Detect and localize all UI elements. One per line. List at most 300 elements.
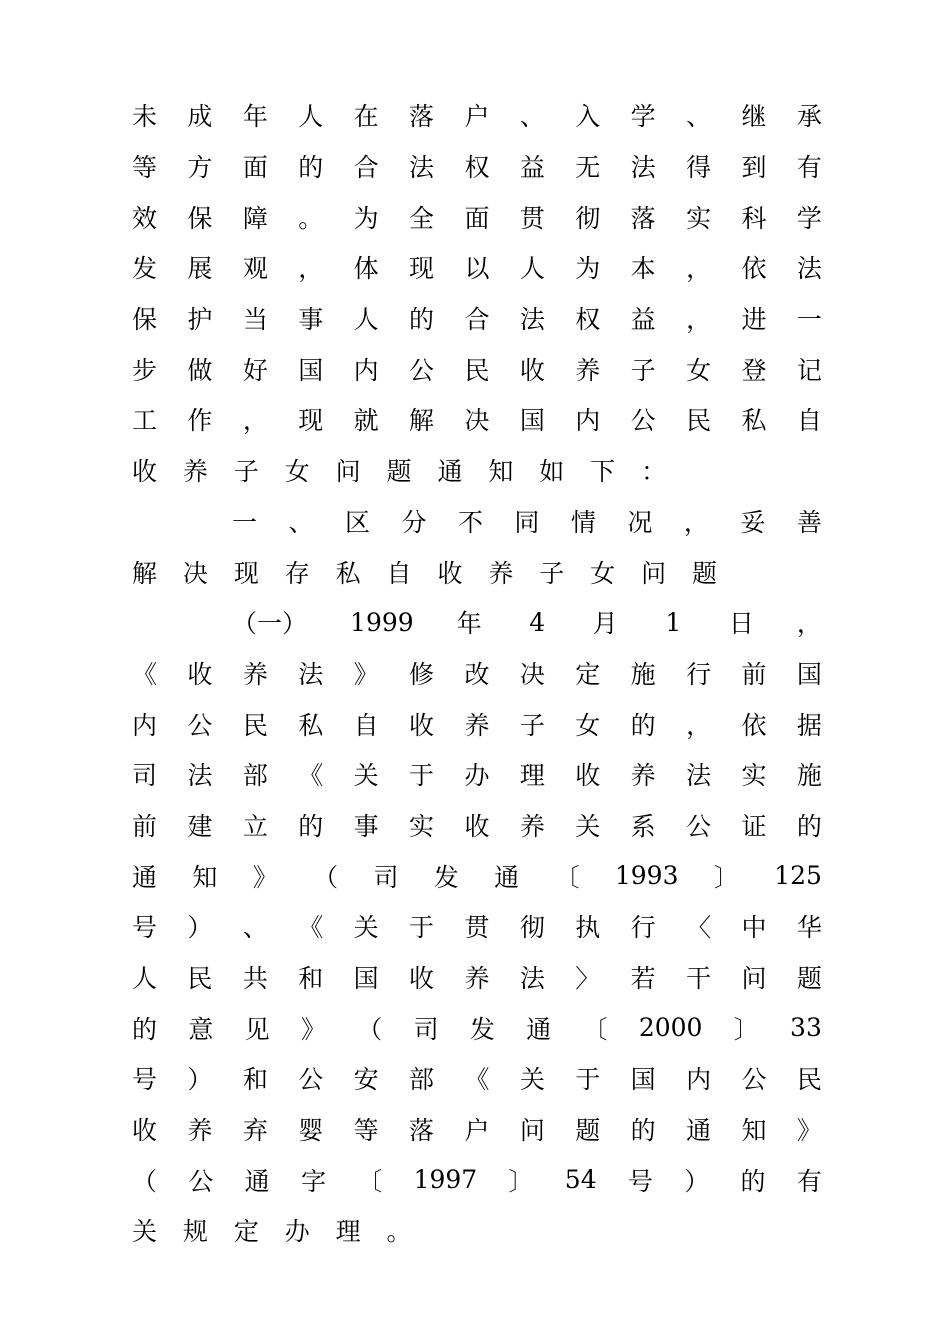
text-char: 依 <box>741 254 767 284</box>
text-char: 养 <box>464 964 490 994</box>
text-char: 就 <box>353 406 379 436</box>
text-char: 国 <box>630 1065 656 1095</box>
text-line <box>132 191 822 242</box>
text-char: 》 <box>252 862 278 892</box>
text-char: ） <box>187 913 213 943</box>
text-char: ） <box>684 1166 710 1196</box>
body-text <box>132 90 822 1256</box>
text-char: 法 <box>686 761 712 791</box>
text-char: 养 <box>488 558 514 588</box>
text-line <box>132 800 822 851</box>
text-char: 施 <box>796 761 822 791</box>
text-char: 发 <box>433 862 459 892</box>
text-char: 于 <box>409 913 435 943</box>
text-char: 民 <box>686 406 712 436</box>
text-char: 当 <box>242 305 268 335</box>
text-line <box>132 1154 822 1205</box>
text-char: 公 <box>409 355 435 385</box>
text-char: 〈 <box>686 913 712 943</box>
text-char: 日 <box>728 609 754 639</box>
text-char: 本 <box>630 254 656 284</box>
text-char: 前 <box>741 659 767 689</box>
text-char: 收 <box>132 1116 158 1146</box>
text-char: 问 <box>741 964 767 994</box>
text-char: 自 <box>796 406 822 436</box>
text-char: 承 <box>796 102 822 132</box>
text-char: 通 <box>526 1014 552 1044</box>
text-char: 1999 <box>350 607 414 637</box>
text-line <box>132 749 822 800</box>
text-char: 私 <box>741 406 767 436</box>
text-char: 效 <box>132 203 158 233</box>
text-char: 的 <box>132 1014 158 1044</box>
text-char: 保 <box>132 305 158 335</box>
text-char: 下 <box>590 457 616 487</box>
text-char: 私 <box>335 558 361 588</box>
text-char: 子 <box>519 710 545 740</box>
text-char: 。 <box>298 203 324 233</box>
text-char: 司 <box>413 1014 439 1044</box>
text-char: 号 <box>132 913 158 943</box>
text-char: 定 <box>575 659 601 689</box>
text-line <box>132 496 822 547</box>
text-char: 〕 <box>508 1166 534 1196</box>
text-char: 女 <box>590 558 616 588</box>
text-line <box>132 901 822 952</box>
text-char: 女 <box>284 457 310 487</box>
text-char: 体 <box>353 254 379 284</box>
text-char: ， <box>298 254 324 284</box>
text-char: 益 <box>519 153 545 183</box>
text-char: 人 <box>298 102 324 132</box>
text-char: 户 <box>464 102 490 132</box>
text-char: 内 <box>575 406 601 436</box>
text-char: 展 <box>187 254 213 284</box>
text-char: 《 <box>132 659 158 689</box>
text-char: 。 <box>386 1217 412 1247</box>
text-char: ， <box>683 507 709 537</box>
text-char: 关 <box>132 1217 158 1247</box>
text-char: 观 <box>242 254 268 284</box>
text-char: 权 <box>464 153 490 183</box>
text-line <box>132 293 822 344</box>
text-char: 立 <box>242 811 268 841</box>
text-char: 号 <box>627 1166 653 1196</box>
text-char: 内 <box>132 710 158 740</box>
text-char: 妥 <box>740 507 766 537</box>
text-char: 有 <box>796 1166 822 1196</box>
text-line <box>132 597 822 648</box>
text-char: 法 <box>298 659 324 689</box>
text-char: 民 <box>464 355 490 385</box>
text-char: 作 <box>187 406 213 436</box>
text-char: （ <box>132 1166 158 1196</box>
text-char: 题 <box>575 1116 601 1146</box>
text-char: 记 <box>796 355 822 385</box>
text-char: 户 <box>464 1116 490 1146</box>
text-char: 到 <box>741 153 767 183</box>
text-char: 1 <box>665 607 682 637</box>
text-char: 公 <box>630 406 656 436</box>
text-char: 实 <box>409 811 435 841</box>
text-char: 一 <box>232 507 258 537</box>
text-line <box>132 1053 822 1104</box>
text-char: 公 <box>298 1065 324 1095</box>
text-char: 〔 <box>582 1014 608 1044</box>
text-char: 婴 <box>298 1116 324 1146</box>
text-char: 国 <box>519 406 545 436</box>
text-char: 面 <box>242 153 268 183</box>
text-char: 情 <box>570 507 596 537</box>
text-char: 通 <box>686 1116 712 1146</box>
text-char: 成 <box>187 102 213 132</box>
text-char: 决 <box>464 406 490 436</box>
text-char: 司 <box>373 862 399 892</box>
text-char: 无 <box>575 153 601 183</box>
text-char: 《 <box>298 913 324 943</box>
text-char: 〕 <box>713 862 739 892</box>
text-char: ） <box>187 1065 213 1095</box>
text-char: 落 <box>409 102 435 132</box>
text-line <box>132 698 822 749</box>
text-char: 落 <box>409 1116 435 1146</box>
text-char: 系 <box>630 811 656 841</box>
text-char: 内 <box>686 1065 712 1095</box>
text-char: 子 <box>233 457 259 487</box>
text-char: 民 <box>187 964 213 994</box>
text-char: 收 <box>132 457 158 487</box>
text-char: 弃 <box>242 1116 268 1146</box>
text-char: 的 <box>298 153 324 183</box>
text-line <box>132 141 822 192</box>
text-char: 现 <box>233 558 259 588</box>
text-char: 知 <box>741 1116 767 1146</box>
text-char: 司 <box>132 761 158 791</box>
text-char: 一 <box>796 305 822 335</box>
text-char: 的 <box>630 1116 656 1146</box>
text-line <box>132 952 822 1003</box>
text-char: 执 <box>575 913 601 943</box>
text-char: ： <box>641 457 667 487</box>
text-char: 共 <box>242 964 268 994</box>
text-char: 规 <box>182 1217 208 1247</box>
text-char: 通 <box>132 862 158 892</box>
text-char: 的 <box>298 811 324 841</box>
text-char: （ <box>313 862 339 892</box>
text-char: 保 <box>187 203 213 233</box>
text-char: 号 <box>132 1065 158 1095</box>
text-char: 法 <box>187 761 213 791</box>
text-char: 子 <box>539 558 565 588</box>
text-char: 法 <box>409 153 435 183</box>
text-char: 建 <box>187 811 213 841</box>
text-char: 年 <box>456 609 482 639</box>
text-char: 证 <box>741 811 767 841</box>
text-char: 通 <box>244 1166 270 1196</box>
text-char: 等 <box>132 153 158 183</box>
text-line <box>132 1002 822 1053</box>
text-char: 国 <box>796 659 822 689</box>
text-char: 养 <box>519 811 545 841</box>
text-char: 养 <box>575 355 601 385</box>
text-char: 合 <box>464 305 490 335</box>
text-char: 于 <box>409 761 435 791</box>
text-char: 年 <box>242 102 268 132</box>
text-char: 学 <box>630 102 656 132</box>
text-char: 人 <box>132 964 158 994</box>
text-char: 收 <box>409 710 435 740</box>
text-line <box>132 1104 822 1155</box>
text-char: 同 <box>514 507 540 537</box>
text-char: 养 <box>242 659 268 689</box>
text-char: 收 <box>519 355 545 385</box>
text-char: 公 <box>686 811 712 841</box>
text-char: 若 <box>630 964 656 994</box>
text-char: ， <box>686 710 712 740</box>
text-char: 全 <box>409 203 435 233</box>
text-char: 方 <box>187 153 213 183</box>
text-line <box>132 1205 822 1256</box>
text-char: 问 <box>519 1116 545 1146</box>
text-char: 问 <box>641 558 667 588</box>
text-char: 部 <box>242 761 268 791</box>
text-char: 解 <box>409 406 435 436</box>
text-line <box>132 343 822 394</box>
text-char: 法 <box>519 305 545 335</box>
text-char: 见 <box>244 1014 270 1044</box>
text-char: 办 <box>284 1217 310 1247</box>
text-char: ， <box>796 609 822 639</box>
text-char: 发 <box>132 254 158 284</box>
text-char: 意 <box>188 1014 214 1044</box>
text-char: 养 <box>187 1116 213 1146</box>
text-char: 题 <box>386 457 412 487</box>
text-char: 合 <box>353 153 379 183</box>
text-char: 收 <box>437 558 463 588</box>
text-char: 养 <box>630 761 656 791</box>
text-char: 办 <box>464 761 490 791</box>
text-char: 题 <box>691 558 717 588</box>
text-char: 收 <box>187 659 213 689</box>
text-char: 贯 <box>519 203 545 233</box>
text-char: 知 <box>488 457 514 487</box>
text-char: 科 <box>741 203 767 233</box>
text-char: 4 <box>529 607 546 637</box>
text-char: 在 <box>353 102 379 132</box>
text-char: 发 <box>469 1014 495 1044</box>
text-char: 和 <box>242 1065 268 1095</box>
text-char: 《 <box>464 1065 490 1095</box>
text-char: 实 <box>686 203 712 233</box>
text-char: 人 <box>519 254 545 284</box>
text-char: 定 <box>233 1217 259 1247</box>
text-char: 华 <box>796 913 822 943</box>
text-char: 彻 <box>575 203 601 233</box>
text-char: 自 <box>353 710 379 740</box>
text-char: 通 <box>494 862 520 892</box>
text-char: 为 <box>353 203 379 233</box>
text-char: 权 <box>575 305 601 335</box>
text-char: 做 <box>187 355 213 385</box>
text-line <box>132 242 822 293</box>
text-char: 〉 <box>575 964 601 994</box>
text-char: 民 <box>242 710 268 740</box>
text-char: 月 <box>592 609 618 639</box>
text-char: 《 <box>298 761 324 791</box>
text-char: 法 <box>519 964 545 994</box>
text-char: 的 <box>409 305 435 335</box>
text-char: 2000 <box>638 1013 703 1043</box>
text-char: 有 <box>796 153 822 183</box>
text-char: 内 <box>353 355 379 385</box>
text-char: 未 <box>132 102 158 132</box>
text-char: 民 <box>796 1065 822 1095</box>
text-char: 事 <box>298 305 324 335</box>
text-char: 干 <box>686 964 712 994</box>
text-char: 继 <box>741 102 767 132</box>
text-char: 入 <box>575 102 601 132</box>
text-char: 工 <box>132 406 158 436</box>
text-char: 区 <box>344 507 370 537</box>
text-char: 公 <box>188 1166 214 1196</box>
text-char: 》 <box>353 659 379 689</box>
text-char: 关 <box>575 811 601 841</box>
text-char: 问 <box>335 457 361 487</box>
text-char: 〔 <box>554 862 580 892</box>
text-char: 理 <box>519 761 545 791</box>
text-char: 、 <box>519 102 545 132</box>
text-line <box>132 445 822 496</box>
text-char: 通 <box>437 457 463 487</box>
text-char: 中 <box>741 913 767 943</box>
text-char: 54 <box>564 1165 597 1195</box>
text-char: 33 <box>790 1013 822 1043</box>
text-char: 好 <box>242 355 268 385</box>
text-char: 决 <box>519 659 545 689</box>
text-char: ， <box>686 254 712 284</box>
text-char: 进 <box>741 305 767 335</box>
text-char: 修 <box>409 659 435 689</box>
text-char: 得 <box>686 153 712 183</box>
text-char: 部 <box>409 1065 435 1095</box>
text-char: ， <box>686 305 712 335</box>
text-char: 理 <box>335 1217 361 1247</box>
text-char: 事 <box>353 811 379 841</box>
text-char: 实 <box>741 761 767 791</box>
text-char: 安 <box>353 1065 379 1095</box>
text-char: 子 <box>630 355 656 385</box>
text-line <box>132 394 822 445</box>
text-char: 〔 <box>357 1166 383 1196</box>
text-char: 关 <box>353 761 379 791</box>
text-char: 行 <box>686 659 712 689</box>
text-char: 存 <box>284 558 310 588</box>
text-char: 善 <box>796 507 822 537</box>
text-char: 国 <box>353 964 379 994</box>
text-char: 改 <box>464 659 490 689</box>
text-char: 不 <box>457 507 483 537</box>
text-char: 决 <box>182 558 208 588</box>
text-char: 据 <box>796 710 822 740</box>
text-char: 于 <box>575 1065 601 1095</box>
text-char: 的 <box>630 710 656 740</box>
text-line <box>132 648 822 699</box>
text-char: 1997 <box>413 1165 478 1195</box>
text-char: 关 <box>519 1065 545 1095</box>
text-char: 等 <box>353 1116 379 1146</box>
text-char: 养 <box>182 457 208 487</box>
text-char: 的 <box>740 1166 766 1196</box>
text-char: 分 <box>401 507 427 537</box>
text-char: 益 <box>630 305 656 335</box>
text-char: 为 <box>575 254 601 284</box>
text-char: 、 <box>686 102 712 132</box>
text-char: 自 <box>386 558 412 588</box>
text-char: 依 <box>741 710 767 740</box>
text-char: 学 <box>796 203 822 233</box>
text-char: 知 <box>192 862 218 892</box>
text-char: 和 <box>298 964 324 994</box>
text-line <box>132 850 822 901</box>
text-char: （一） <box>232 609 308 639</box>
text-char: 公 <box>187 710 213 740</box>
text-char: 落 <box>630 203 656 233</box>
text-char: 以 <box>464 254 490 284</box>
text-char: 收 <box>464 811 490 841</box>
text-char: 施 <box>630 659 656 689</box>
text-char: 关 <box>353 913 379 943</box>
text-char: 护 <box>187 305 213 335</box>
text-char: 国 <box>298 355 324 385</box>
text-char: 步 <box>132 355 158 385</box>
text-char: 公 <box>741 1065 767 1095</box>
text-char: 题 <box>796 964 822 994</box>
text-char: 字 <box>300 1166 326 1196</box>
text-char: 贯 <box>464 913 490 943</box>
text-char: （ <box>357 1014 383 1044</box>
text-char: 私 <box>298 710 324 740</box>
text-char: 登 <box>741 355 767 385</box>
text-char: 的 <box>796 811 822 841</box>
text-line <box>132 546 822 597</box>
text-char: 法 <box>630 153 656 183</box>
text-char: 况 <box>627 507 653 537</box>
text-char: 养 <box>464 710 490 740</box>
text-char: 彻 <box>519 913 545 943</box>
text-char: 》 <box>796 1116 822 1146</box>
text-char: 人 <box>353 305 379 335</box>
text-char: 障 <box>242 203 268 233</box>
text-char: 现 <box>298 406 324 436</box>
text-char: 、 <box>288 507 314 537</box>
text-char: 收 <box>409 964 435 994</box>
text-char: 现 <box>409 254 435 284</box>
text-char: 女 <box>575 710 601 740</box>
text-char: 、 <box>242 913 268 943</box>
text-char: 解 <box>132 558 158 588</box>
text-char: 如 <box>539 457 565 487</box>
text-char: 125 <box>774 861 822 891</box>
text-char: 〕 <box>733 1014 759 1044</box>
text-char: 女 <box>686 355 712 385</box>
text-line <box>132 90 822 141</box>
text-char: 》 <box>300 1014 326 1044</box>
text-char: 法 <box>796 254 822 284</box>
text-char: 前 <box>132 811 158 841</box>
text-char: ， <box>242 406 268 436</box>
text-char: 面 <box>464 203 490 233</box>
text-char: 1993 <box>614 861 679 891</box>
